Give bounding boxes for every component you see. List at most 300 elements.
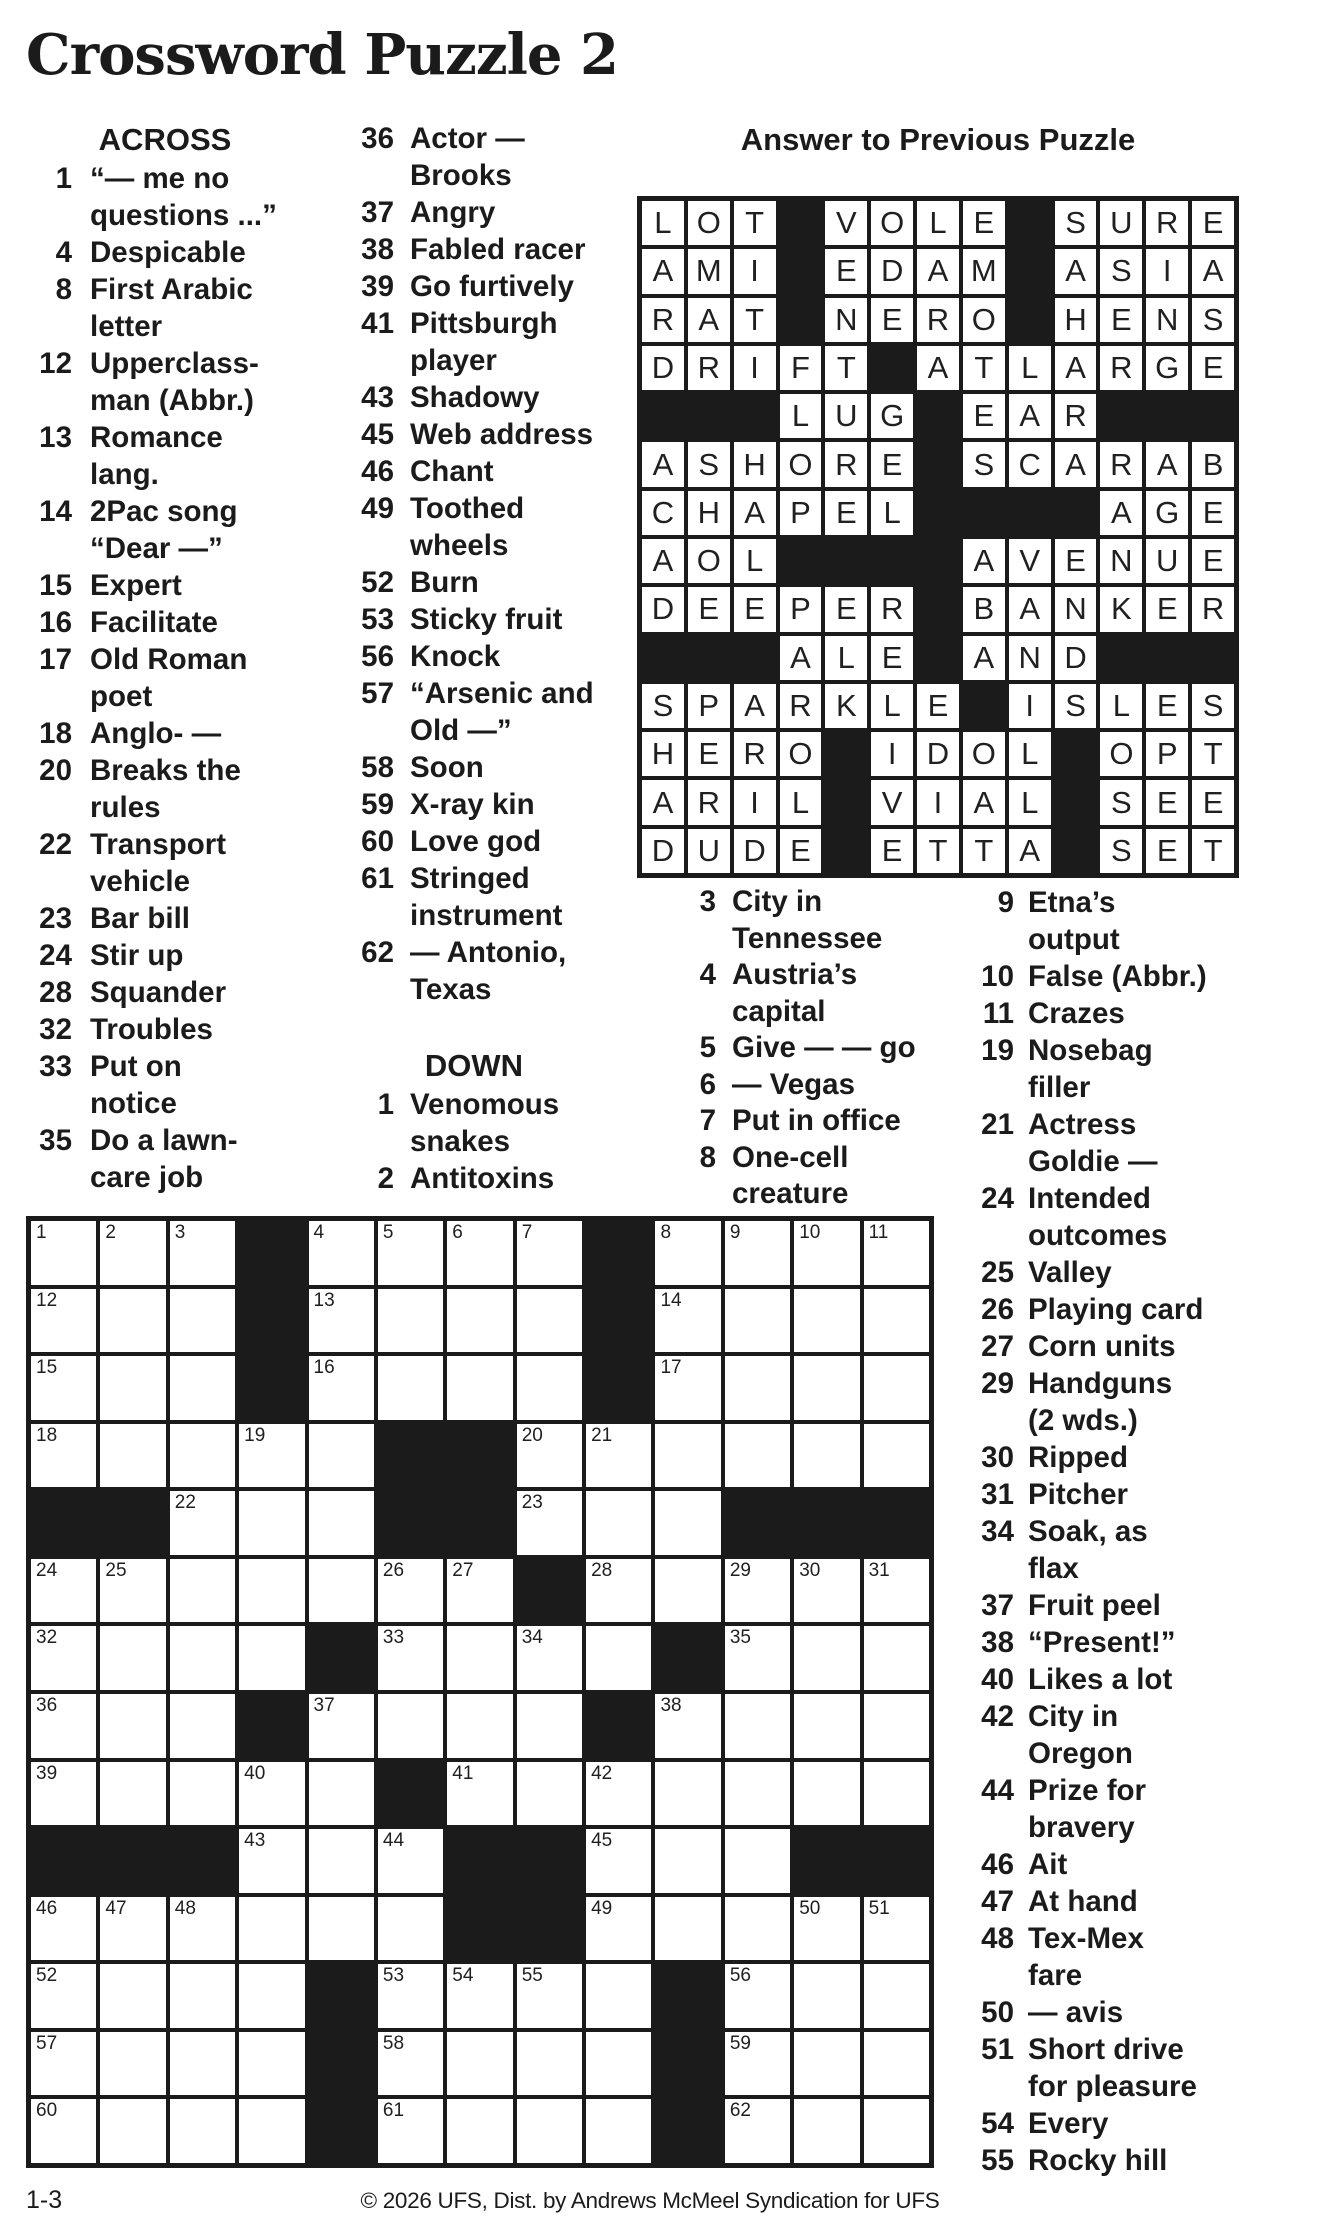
answer-letter-cell: A: [1053, 247, 1099, 295]
puzzle-cell[interactable]: [515, 1692, 584, 1760]
clue-number: 18: [39, 717, 72, 750]
puzzle-cell[interactable]: [792, 1557, 861, 1625]
answer-letter-cell: O: [778, 730, 824, 778]
clue-item-40: [956, 1661, 1342, 1698]
answer-letter-cell: A: [1144, 440, 1190, 488]
down-clue-list-2: [676, 884, 976, 1213]
answer-letter-cell: S: [1098, 778, 1144, 826]
clue-item-37: [344, 194, 644, 231]
puzzle-cell[interactable]: [237, 1557, 306, 1625]
puzzle-cell[interactable]: [376, 2030, 445, 2098]
clue-item-39: [344, 268, 644, 305]
answer-letter-cell: S: [686, 440, 732, 488]
puzzle-cell[interactable]: [98, 1895, 167, 1963]
answer-letter-cell: U: [823, 392, 869, 440]
answer-letter-cell: G: [1144, 489, 1190, 537]
puzzle-cell[interactable]: [376, 1557, 445, 1625]
puzzle-cell[interactable]: [29, 1422, 98, 1490]
answer-letter-cell: R: [640, 296, 686, 344]
puzzle-cell-number: 1: [36, 1222, 47, 1243]
puzzle-cell[interactable]: [445, 1219, 514, 1287]
answer-letter-cell: L: [1007, 778, 1053, 826]
answer-letter-cell: L: [915, 199, 961, 247]
puzzle-black-square: [376, 1760, 445, 1828]
clue-number: 39: [361, 270, 394, 303]
puzzle-cell[interactable]: [98, 1962, 167, 2030]
puzzle-cell[interactable]: [584, 1827, 653, 1895]
puzzle-cell[interactable]: [445, 1760, 514, 1828]
puzzle-cell[interactable]: [168, 2097, 237, 2165]
puzzle-cell[interactable]: [445, 1557, 514, 1625]
clue-number: 6: [699, 1067, 716, 1101]
puzzle-cell[interactable]: [445, 2097, 514, 2165]
puzzle-cell[interactable]: [862, 1287, 931, 1355]
puzzle-cell[interactable]: [792, 1962, 861, 2030]
across-clues-column-2: [344, 120, 644, 1197]
clue-number: 47: [981, 1885, 1014, 1918]
puzzle-cell[interactable]: [376, 1624, 445, 1692]
puzzle-cell[interactable]: [723, 1760, 792, 1828]
puzzle-cell[interactable]: [98, 1422, 167, 1490]
puzzle-cell[interactable]: [29, 1557, 98, 1625]
puzzle-cell[interactable]: [307, 1760, 376, 1828]
puzzle-cell-number: 42: [591, 1762, 613, 1784]
puzzle-cell[interactable]: [445, 1287, 514, 1355]
puzzle-cell[interactable]: [29, 1354, 98, 1422]
puzzle-cell[interactable]: [307, 1287, 376, 1355]
puzzle-cell[interactable]: [723, 1219, 792, 1287]
puzzle-cell-number: 45: [591, 1830, 613, 1852]
clue-item-1: [34, 160, 334, 234]
clue-number: 43: [361, 381, 394, 414]
clue-item-41: [344, 305, 644, 379]
puzzle-cell[interactable]: [29, 1760, 98, 1828]
puzzle-cell[interactable]: [792, 1287, 861, 1355]
answer-letter-cell: D: [869, 247, 915, 295]
answer-letter-cell: E: [961, 392, 1007, 440]
answer-letter-cell: E: [869, 440, 915, 488]
puzzle-cell[interactable]: [515, 1219, 584, 1287]
puzzle-cell[interactable]: [653, 1692, 722, 1760]
puzzle-cell[interactable]: [237, 2030, 306, 2098]
puzzle-cell[interactable]: [168, 1489, 237, 1557]
puzzle-cell[interactable]: [168, 1422, 237, 1490]
footer-date-code: 1-3: [26, 2186, 63, 2214]
puzzle-black-square: [376, 1422, 445, 1490]
answer-letter-cell: A: [640, 537, 686, 585]
puzzle-cell[interactable]: [376, 1692, 445, 1760]
answer-letter-cell: E: [1144, 585, 1190, 633]
puzzle-cell[interactable]: [653, 1354, 722, 1422]
clue-text: Nosebag filler: [1028, 1034, 1153, 1104]
puzzle-cell[interactable]: [29, 1692, 98, 1760]
puzzle-cell[interactable]: [237, 1422, 306, 1490]
clue-text: Pitcher: [1028, 1478, 1129, 1511]
clue-text: Troubles: [90, 1013, 213, 1046]
puzzle-cell[interactable]: [168, 2030, 237, 2098]
puzzle-black-square: [168, 1827, 237, 1895]
clue-number: 34: [981, 1515, 1014, 1548]
clue-text: Austria’s capital: [732, 958, 858, 1028]
answer-letter-cell: V: [1007, 537, 1053, 585]
puzzle-cell[interactable]: [307, 1557, 376, 1625]
answer-letter-cell: T: [823, 344, 869, 392]
clue-item-16: [34, 604, 334, 641]
clue-text: Corn units: [1028, 1330, 1176, 1363]
puzzle-cell[interactable]: [515, 1489, 584, 1557]
answer-letter-cell: R: [823, 440, 869, 488]
puzzle-cell[interactable]: [653, 1287, 722, 1355]
answer-letter-cell: I: [732, 778, 778, 826]
puzzle-cell[interactable]: [168, 1760, 237, 1828]
clue-item-52: [344, 564, 644, 601]
puzzle-black-square: [515, 1895, 584, 1963]
puzzle-cell[interactable]: [792, 1895, 861, 1963]
puzzle-cell[interactable]: [376, 1287, 445, 1355]
puzzle-cell[interactable]: [862, 1962, 931, 2030]
puzzle-cell[interactable]: [445, 1692, 514, 1760]
clue-text: Pittsburgh player: [410, 307, 558, 377]
puzzle-black-square: [653, 1624, 722, 1692]
puzzle-cell-number: 20: [521, 1424, 543, 1446]
answer-black-square: [961, 682, 1007, 730]
puzzle-cell[interactable]: [168, 1557, 237, 1625]
answer-letter-cell: A: [732, 682, 778, 730]
answer-letter-cell: K: [1098, 585, 1144, 633]
puzzle-cell[interactable]: [653, 1489, 722, 1557]
puzzle-cell[interactable]: [515, 1962, 584, 2030]
puzzle-cell[interactable]: [376, 1354, 445, 1422]
clue-number: 37: [361, 196, 394, 229]
puzzle-cell[interactable]: [307, 1827, 376, 1895]
across-header: ACROSS: [98, 122, 232, 157]
clue-item-6: [676, 1067, 976, 1104]
answer-black-square: [1190, 634, 1236, 682]
puzzle-cell[interactable]: [98, 1354, 167, 1422]
puzzle-cell[interactable]: [515, 1354, 584, 1422]
puzzle-cell[interactable]: [653, 1760, 722, 1828]
puzzle-black-square: [98, 1489, 167, 1557]
puzzle-cell[interactable]: [376, 1895, 445, 1963]
answer-black-square: [686, 392, 732, 440]
clue-text: Burn: [410, 566, 479, 599]
puzzle-cell[interactable]: [376, 1219, 445, 1287]
answer-letter-cell: O: [1098, 730, 1144, 778]
clue-item-42: [956, 1698, 1342, 1772]
puzzle-cell[interactable]: [723, 1827, 792, 1895]
clue-text: Transport vehicle: [90, 828, 227, 898]
puzzle-cell-number: 28: [591, 1559, 613, 1581]
puzzle-black-square: [723, 1489, 792, 1557]
clue-text: Rocky hill: [1028, 2144, 1168, 2177]
puzzle-black-square: [237, 1692, 306, 1760]
puzzle-cell[interactable]: [29, 1624, 98, 1692]
puzzle-cell[interactable]: [168, 1692, 237, 1760]
puzzle-cell[interactable]: [862, 1219, 931, 1287]
puzzle-cell[interactable]: [98, 1557, 167, 1625]
puzzle-cell[interactable]: [653, 1557, 722, 1625]
puzzle-cell[interactable]: [445, 2030, 514, 2098]
puzzle-cell[interactable]: [723, 1895, 792, 1963]
clue-text: Love god: [410, 825, 542, 858]
clue-number: 21: [981, 1108, 1014, 1141]
puzzle-cell[interactable]: [584, 1895, 653, 1963]
puzzle-cell-number: 26: [382, 1559, 405, 1581]
puzzle-cell-number: 37: [313, 1694, 335, 1716]
clue-text: Shadowy: [410, 381, 540, 414]
puzzle-cell-number: 12: [36, 1289, 58, 1311]
clue-number: 52: [361, 566, 394, 599]
puzzle-cell[interactable]: [653, 1895, 722, 1963]
clue-item-58: [344, 749, 644, 786]
clue-text: Despicable: [90, 236, 246, 269]
clue-item-47: [956, 1883, 1342, 1920]
puzzle-cell[interactable]: [307, 1489, 376, 1557]
puzzle-cell[interactable]: [584, 1962, 653, 2030]
puzzle-cell-number: 52: [36, 1965, 58, 1987]
puzzle-cell[interactable]: [237, 1895, 306, 1963]
puzzle-cell[interactable]: [307, 1692, 376, 1760]
answer-letter-cell: E: [1190, 489, 1236, 537]
answer-black-square: [823, 537, 869, 585]
answer-letter-cell: L: [869, 489, 915, 537]
answer-black-square: [915, 440, 961, 488]
answer-letter-cell: A: [1007, 585, 1053, 633]
answer-letter-cell: T: [1190, 730, 1236, 778]
answer-letter-cell: F: [778, 344, 824, 392]
puzzle-cell[interactable]: [98, 1287, 167, 1355]
puzzle-cell[interactable]: [723, 2030, 792, 2098]
puzzle-cell[interactable]: [792, 1219, 861, 1287]
puzzle-cell-number: 18: [36, 1424, 58, 1446]
answer-letter-cell: M: [686, 247, 732, 295]
puzzle-cell[interactable]: [168, 1624, 237, 1692]
puzzle-cell[interactable]: [98, 1624, 167, 1692]
puzzle-cell[interactable]: [792, 1692, 861, 1760]
clue-text: Actor — Brooks: [410, 122, 525, 192]
puzzle-cell[interactable]: [584, 2097, 653, 2165]
puzzle-cell[interactable]: [237, 1827, 306, 1895]
clue-item-15: [34, 567, 334, 604]
answer-letter-cell: A: [640, 247, 686, 295]
answer-black-square: [1190, 392, 1236, 440]
puzzle-cell[interactable]: [98, 1760, 167, 1828]
clue-text: Sticky fruit: [410, 603, 563, 636]
clue-text: Intended outcomes: [1028, 1182, 1168, 1252]
puzzle-cell[interactable]: [723, 1422, 792, 1490]
clue-text: Knock: [410, 640, 501, 673]
puzzle-cell[interactable]: [168, 1287, 237, 1355]
puzzle-cell[interactable]: [515, 2097, 584, 2165]
answer-letter-cell: A: [640, 440, 686, 488]
puzzle-cell[interactable]: [237, 1624, 306, 1692]
puzzle-cell[interactable]: [445, 1354, 514, 1422]
puzzle-cell[interactable]: [515, 1760, 584, 1828]
puzzle-cell[interactable]: [792, 1422, 861, 1490]
puzzle-cell[interactable]: [98, 2097, 167, 2165]
puzzle-cell[interactable]: [792, 2030, 861, 2098]
puzzle-cell[interactable]: [584, 1489, 653, 1557]
clue-number: 53: [361, 603, 394, 636]
puzzle-cell[interactable]: [168, 1219, 237, 1287]
down-clues-column-middle: [676, 884, 976, 1213]
puzzle-cell-number: 54: [452, 1965, 474, 1987]
puzzle-cell[interactable]: [584, 2030, 653, 2098]
answer-letter-cell: E: [823, 247, 869, 295]
answer-letter-cell: A: [961, 634, 1007, 682]
clue-text: Valley: [1028, 1256, 1112, 1289]
puzzle-cell[interactable]: [29, 2030, 98, 2098]
puzzle-cell[interactable]: [445, 1624, 514, 1692]
puzzle-cell[interactable]: [237, 1489, 306, 1557]
clue-item-1: [344, 1086, 644, 1160]
puzzle-cell[interactable]: [168, 1962, 237, 2030]
puzzle-cell[interactable]: [307, 1422, 376, 1490]
puzzle-cell[interactable]: [237, 2097, 306, 2165]
answer-black-square: [915, 585, 961, 633]
puzzle-cell[interactable]: [653, 1827, 722, 1895]
puzzle-cell[interactable]: [237, 1760, 306, 1828]
clue-item-34: [956, 1513, 1342, 1587]
clue-item-43: [344, 379, 644, 416]
puzzle-cell[interactable]: [792, 1760, 861, 1828]
puzzle-cell[interactable]: [584, 1760, 653, 1828]
answer-letter-cell: D: [732, 827, 778, 875]
puzzle-cell[interactable]: [792, 2097, 861, 2165]
puzzle-cell[interactable]: [237, 1962, 306, 2030]
clue-item-38: [956, 1624, 1342, 1661]
puzzle-cell[interactable]: [653, 1422, 722, 1490]
puzzle-black-square: [237, 1219, 306, 1287]
puzzle-cell[interactable]: [515, 2030, 584, 2098]
puzzle-cell[interactable]: [168, 1354, 237, 1422]
puzzle-cell[interactable]: [307, 1895, 376, 1963]
puzzle-cell[interactable]: [29, 1895, 98, 1963]
puzzle-black-square: [307, 1962, 376, 2030]
puzzle-cell[interactable]: [376, 1962, 445, 2030]
puzzle-cell[interactable]: [445, 1962, 514, 2030]
answer-letter-cell: T: [732, 199, 778, 247]
puzzle-cell[interactable]: [584, 1422, 653, 1490]
answer-letter-cell: A: [1098, 489, 1144, 537]
puzzle-cell[interactable]: [723, 2097, 792, 2165]
puzzle-cell[interactable]: [723, 1692, 792, 1760]
puzzle-cell[interactable]: [862, 1354, 931, 1422]
puzzle-cell[interactable]: [584, 1557, 653, 1625]
puzzle-black-square: [584, 1219, 653, 1287]
puzzle-cell[interactable]: [792, 1354, 861, 1422]
clue-text: Antitoxins: [410, 1162, 555, 1195]
answer-letter-cell: L: [1098, 682, 1144, 730]
clue-text: Angry: [410, 196, 496, 229]
puzzle-cell[interactable]: [862, 1624, 931, 1692]
clue-text: Facilitate: [90, 606, 218, 639]
answer-letter-cell: I: [732, 344, 778, 392]
puzzle-cell[interactable]: [376, 2097, 445, 2165]
puzzle-cell-number: 62: [729, 2100, 751, 2122]
answer-letter-cell: T: [915, 827, 961, 875]
clue-number: 46: [361, 455, 394, 488]
puzzle-cell[interactable]: [862, 1692, 931, 1760]
answer-letter-cell: N: [1007, 634, 1053, 682]
clue-item-23: [34, 900, 334, 937]
puzzle-cell[interactable]: [98, 1219, 167, 1287]
puzzle-black-square: [307, 2097, 376, 2165]
puzzle-cell[interactable]: [862, 2097, 931, 2165]
clue-number: 4: [55, 236, 72, 269]
puzzle-cell[interactable]: [376, 1827, 445, 1895]
puzzle-cell[interactable]: [862, 1422, 931, 1490]
puzzle-cell[interactable]: [98, 2030, 167, 2098]
answer-letter-cell: S: [1190, 682, 1236, 730]
answer-letter-cell: A: [1053, 344, 1099, 392]
puzzle-cell[interactable]: [168, 1895, 237, 1963]
answer-letter-cell: I: [869, 730, 915, 778]
puzzle-cell[interactable]: [723, 1624, 792, 1692]
puzzle-cell[interactable]: [792, 1624, 861, 1692]
puzzle-cell[interactable]: [515, 1624, 584, 1692]
clue-text: Put in office: [732, 1104, 901, 1137]
puzzle-cell[interactable]: [862, 1895, 931, 1963]
clue-number: 9: [997, 886, 1014, 919]
puzzle-cell[interactable]: [29, 1287, 98, 1355]
clue-item-51: [956, 2031, 1342, 2105]
puzzle-cell[interactable]: [515, 1287, 584, 1355]
clue-number: 32: [39, 1013, 72, 1046]
answer-letter-cell: M: [961, 247, 1007, 295]
clue-item-7: [676, 1103, 976, 1140]
puzzle-cell-number: 22: [174, 1492, 196, 1514]
clue-item-11: [956, 995, 1342, 1032]
clue-text: Venomous snakes: [410, 1088, 560, 1158]
puzzle-black-square: [445, 1895, 514, 1963]
puzzle-cell[interactable]: [98, 1692, 167, 1760]
puzzle-cell-number: 3: [174, 1222, 186, 1243]
puzzle-cell[interactable]: [723, 1962, 792, 2030]
puzzle-cell[interactable]: [29, 1219, 98, 1287]
puzzle-cell[interactable]: [307, 1354, 376, 1422]
puzzle-cell[interactable]: [29, 2097, 98, 2165]
puzzle-cell[interactable]: [862, 1760, 931, 1828]
clue-text: At hand: [1028, 1885, 1138, 1918]
puzzle-cell[interactable]: [862, 2030, 931, 2098]
puzzle-cell[interactable]: [584, 1624, 653, 1692]
answer-letter-cell: A: [686, 296, 732, 344]
answer-black-square: [640, 392, 686, 440]
puzzle-cell[interactable]: [653, 1219, 722, 1287]
puzzle-cell[interactable]: [723, 1287, 792, 1355]
puzzle-cell[interactable]: [723, 1354, 792, 1422]
answer-letter-cell: E: [869, 634, 915, 682]
puzzle-cell[interactable]: [29, 1962, 98, 2030]
clue-item-28: [34, 974, 334, 1011]
answer-letter-cell: R: [869, 585, 915, 633]
puzzle-cell[interactable]: [307, 1219, 376, 1287]
puzzle-cell[interactable]: [515, 1422, 584, 1490]
clue-item-36: [344, 120, 644, 194]
puzzle-cell[interactable]: [862, 1557, 931, 1625]
answer-black-square: [1098, 634, 1144, 682]
answer-letter-cell: C: [640, 489, 686, 537]
clue-number: 48: [981, 1922, 1014, 1955]
clue-number: 7: [699, 1104, 716, 1137]
answer-black-square: [869, 537, 915, 585]
puzzle-cell-number: 13: [313, 1289, 335, 1311]
puzzle-black-square: [653, 1962, 722, 2030]
clue-number: 15: [39, 569, 72, 602]
puzzle-cell[interactable]: [723, 1557, 792, 1625]
puzzle-cell-number: 39: [36, 1762, 58, 1784]
